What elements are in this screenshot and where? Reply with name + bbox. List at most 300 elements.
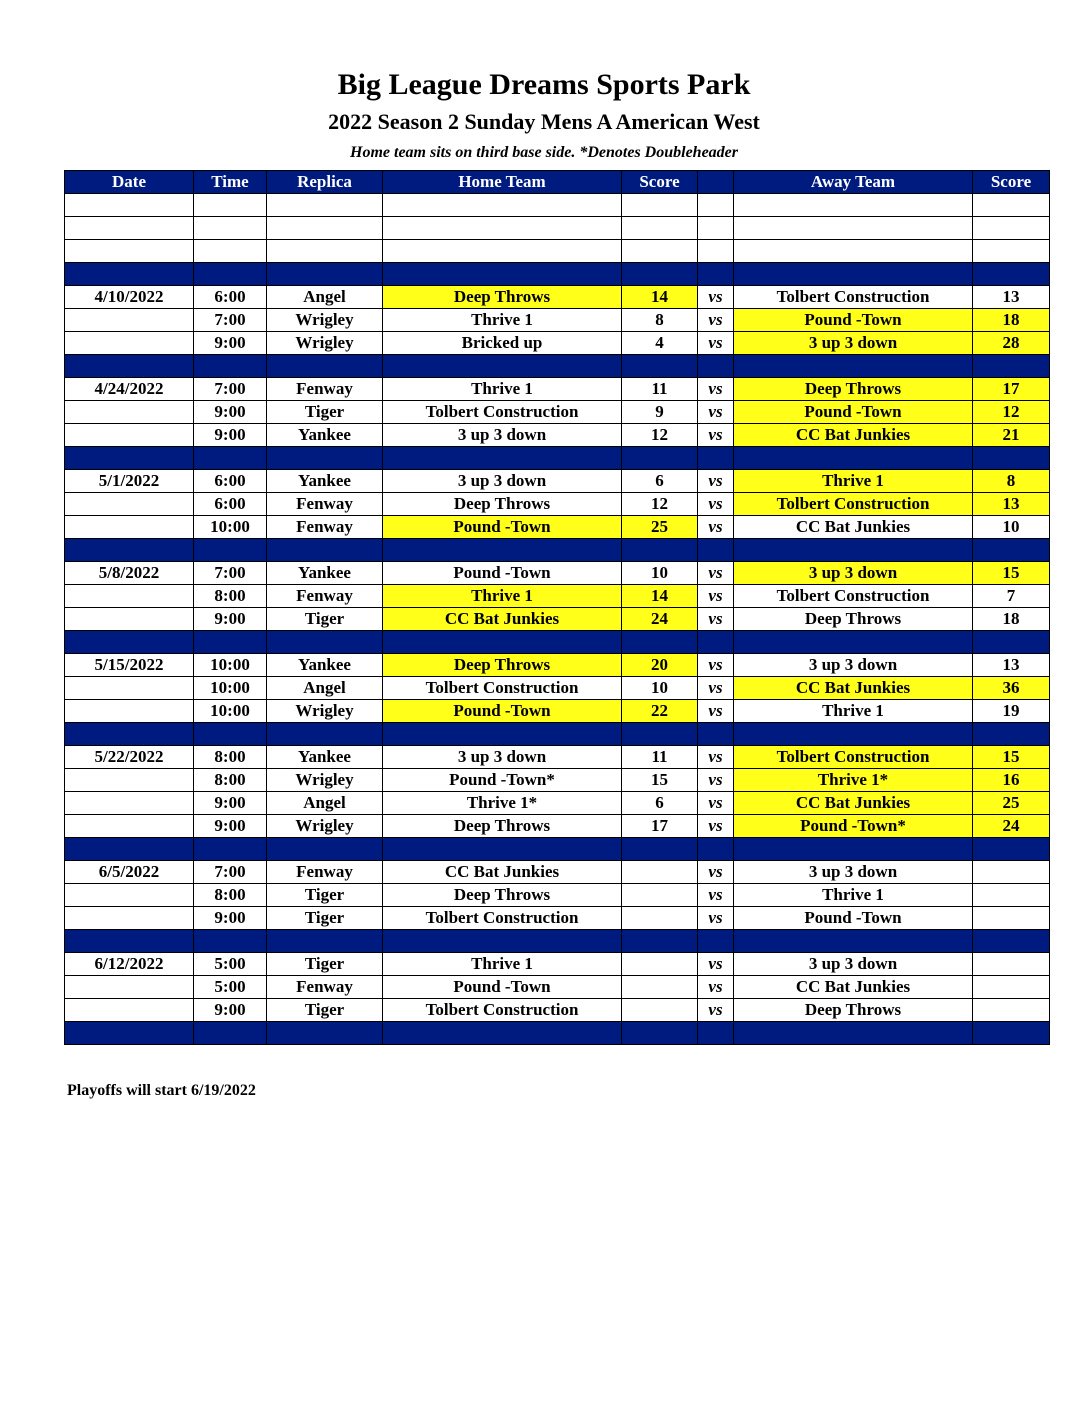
home-score: 12: [622, 424, 698, 447]
game-row: [65, 792, 1050, 815]
separator-cell: [194, 539, 267, 562]
separator-cell: [383, 1022, 622, 1045]
game-date: [65, 401, 194, 424]
game-replica: Wrigley: [267, 700, 383, 723]
game-row: [65, 562, 1050, 585]
schedule-body: [65, 194, 1050, 1045]
separator-cell: [383, 447, 622, 470]
separator-cell: [383, 930, 622, 953]
separator-cell: [973, 1022, 1050, 1045]
game-row: [65, 378, 1050, 401]
separator-cell: [622, 631, 698, 654]
blank-cell: [267, 217, 383, 240]
away-team: CC Bat Junkies: [734, 792, 973, 815]
away-team: Pound -Town: [734, 309, 973, 332]
blank-cell: [698, 194, 734, 217]
away-team: CC Bat Junkies: [734, 424, 973, 447]
game-row: [65, 976, 1050, 999]
home-team: Thrive 1: [383, 378, 622, 401]
home-team: Thrive 1: [383, 585, 622, 608]
game-row: [65, 585, 1050, 608]
separator-cell: [622, 263, 698, 286]
game-time: 5:00: [194, 953, 267, 976]
game-row: [65, 953, 1050, 976]
vs-label: vs: [698, 861, 734, 884]
col-vs-header: [698, 171, 734, 194]
blank-cell: [973, 194, 1050, 217]
home-score: [622, 861, 698, 884]
separator-cell: [622, 723, 698, 746]
separator-row: [65, 1022, 1050, 1045]
game-time: 8:00: [194, 746, 267, 769]
separator-cell: [973, 263, 1050, 286]
game-replica: Fenway: [267, 378, 383, 401]
vs-label: vs: [698, 585, 734, 608]
game-date: [65, 792, 194, 815]
separator-cell: [383, 631, 622, 654]
game-date: 5/15/2022: [65, 654, 194, 677]
vs-label: vs: [698, 700, 734, 723]
separator-cell: [267, 355, 383, 378]
away-score: 8: [973, 470, 1050, 493]
separator-cell: [973, 838, 1050, 861]
separator-row: [65, 355, 1050, 378]
game-time: 9:00: [194, 999, 267, 1022]
away-team: 3 up 3 down: [734, 332, 973, 355]
separator-cell: [65, 631, 194, 654]
game-time: 9:00: [194, 424, 267, 447]
game-date: [65, 677, 194, 700]
away-score: 12: [973, 401, 1050, 424]
away-team: Deep Throws: [734, 999, 973, 1022]
home-team: 3 up 3 down: [383, 424, 622, 447]
blank-row: [65, 240, 1050, 263]
game-replica: Tiger: [267, 401, 383, 424]
separator-cell: [734, 631, 973, 654]
away-team: Thrive 1: [734, 884, 973, 907]
game-time: 9:00: [194, 907, 267, 930]
separator-cell: [698, 838, 734, 861]
separator-cell: [267, 930, 383, 953]
game-time: 6:00: [194, 286, 267, 309]
away-team: Pound -Town*: [734, 815, 973, 838]
separator-cell: [65, 447, 194, 470]
separator-cell: [383, 539, 622, 562]
game-date: [65, 493, 194, 516]
blank-cell: [383, 240, 622, 263]
separator-cell: [383, 838, 622, 861]
vs-label: vs: [698, 884, 734, 907]
game-date: 4/24/2022: [65, 378, 194, 401]
away-score: 13: [973, 286, 1050, 309]
separator-cell: [383, 723, 622, 746]
home-score: [622, 999, 698, 1022]
col-date-header: Date: [65, 171, 194, 194]
game-date: [65, 424, 194, 447]
separator-cell: [267, 263, 383, 286]
away-score: 13: [973, 654, 1050, 677]
game-time: 9:00: [194, 815, 267, 838]
page-subtitle: 2022 Season 2 Sunday Mens A American West: [328, 109, 760, 134]
game-replica: Wrigley: [267, 309, 383, 332]
game-replica: Angel: [267, 792, 383, 815]
vs-label: vs: [698, 677, 734, 700]
home-score: 4: [622, 332, 698, 355]
game-row: [65, 309, 1050, 332]
blank-cell: [734, 240, 973, 263]
separator-cell: [622, 930, 698, 953]
separator-cell: [698, 355, 734, 378]
blank-cell: [65, 217, 194, 240]
vs-label: vs: [698, 309, 734, 332]
home-team: 3 up 3 down: [383, 470, 622, 493]
away-score: [973, 861, 1050, 884]
home-team: Deep Throws: [383, 654, 622, 677]
game-row: [65, 700, 1050, 723]
home-score: 14: [622, 286, 698, 309]
vs-label: vs: [698, 907, 734, 930]
away-team: Tolbert Construction: [734, 585, 973, 608]
playoffs-note: Playoffs will start 6/19/2022: [67, 1082, 256, 1099]
separator-cell: [194, 723, 267, 746]
separator-cell: [698, 539, 734, 562]
game-row: [65, 999, 1050, 1022]
game-replica: Tiger: [267, 999, 383, 1022]
away-score: [973, 953, 1050, 976]
vs-label: vs: [698, 953, 734, 976]
away-score: 10: [973, 516, 1050, 539]
game-row: [65, 424, 1050, 447]
separator-cell: [194, 838, 267, 861]
separator-cell: [973, 631, 1050, 654]
vs-label: vs: [698, 608, 734, 631]
game-date: [65, 608, 194, 631]
away-score: 25: [973, 792, 1050, 815]
col-away-team-header: Away Team: [734, 171, 973, 194]
separator-cell: [194, 1022, 267, 1045]
separator-cell: [267, 631, 383, 654]
game-time: 6:00: [194, 470, 267, 493]
game-row: [65, 516, 1050, 539]
away-score: 16: [973, 769, 1050, 792]
away-team: Tolbert Construction: [734, 746, 973, 769]
game-row: [65, 608, 1050, 631]
away-team: Thrive 1: [734, 700, 973, 723]
game-row: [65, 861, 1050, 884]
separator-cell: [267, 838, 383, 861]
home-score: 12: [622, 493, 698, 516]
game-time: 6:00: [194, 493, 267, 516]
home-team: Deep Throws: [383, 815, 622, 838]
home-score: 24: [622, 608, 698, 631]
schedule-note: Home team sits on third base side. *Denotes Doubleheader: [350, 144, 738, 161]
blank-row: [65, 217, 1050, 240]
away-score: [973, 884, 1050, 907]
blank-cell: [622, 194, 698, 217]
separator-row: [65, 539, 1050, 562]
separator-cell: [734, 723, 973, 746]
game-date: [65, 700, 194, 723]
game-date: [65, 309, 194, 332]
separator-cell: [622, 539, 698, 562]
game-time: 10:00: [194, 700, 267, 723]
home-team: 3 up 3 down: [383, 746, 622, 769]
away-score: [973, 907, 1050, 930]
game-replica: Tiger: [267, 953, 383, 976]
game-date: 5/22/2022: [65, 746, 194, 769]
game-date: 6/12/2022: [65, 953, 194, 976]
separator-cell: [267, 539, 383, 562]
separator-cell: [698, 930, 734, 953]
separator-cell: [973, 930, 1050, 953]
home-team: Thrive 1: [383, 953, 622, 976]
game-row: [65, 769, 1050, 792]
game-replica: Yankee: [267, 470, 383, 493]
away-score: 18: [973, 608, 1050, 631]
game-time: 8:00: [194, 884, 267, 907]
page-title: Big League Dreams Sports Park: [337, 68, 751, 101]
away-team: 3 up 3 down: [734, 953, 973, 976]
game-date: [65, 999, 194, 1022]
separator-cell: [194, 631, 267, 654]
game-time: 7:00: [194, 562, 267, 585]
vs-label: vs: [698, 654, 734, 677]
away-team: Tolbert Construction: [734, 493, 973, 516]
away-team: Deep Throws: [734, 608, 973, 631]
separator-cell: [734, 1022, 973, 1045]
game-replica: Tiger: [267, 608, 383, 631]
game-replica: Wrigley: [267, 332, 383, 355]
game-replica: Yankee: [267, 562, 383, 585]
away-score: 19: [973, 700, 1050, 723]
separator-cell: [734, 539, 973, 562]
separator-cell: [973, 447, 1050, 470]
separator-cell: [734, 838, 973, 861]
separator-cell: [698, 447, 734, 470]
game-time: 10:00: [194, 654, 267, 677]
home-team: Pound -Town: [383, 562, 622, 585]
blank-cell: [65, 194, 194, 217]
away-team: CC Bat Junkies: [734, 976, 973, 999]
separator-cell: [973, 723, 1050, 746]
game-replica: Tiger: [267, 907, 383, 930]
game-date: [65, 884, 194, 907]
home-score: 6: [622, 792, 698, 815]
blank-cell: [734, 217, 973, 240]
blank-cell: [734, 194, 973, 217]
home-score: 10: [622, 562, 698, 585]
vs-label: vs: [698, 424, 734, 447]
game-time: 7:00: [194, 378, 267, 401]
header-row: [65, 171, 1050, 194]
home-score: [622, 884, 698, 907]
game-row: [65, 677, 1050, 700]
blank-cell: [267, 240, 383, 263]
game-replica: Yankee: [267, 424, 383, 447]
separator-cell: [698, 263, 734, 286]
away-team: 3 up 3 down: [734, 861, 973, 884]
game-row: [65, 654, 1050, 677]
home-team: Thrive 1: [383, 309, 622, 332]
home-score: 25: [622, 516, 698, 539]
game-replica: Fenway: [267, 976, 383, 999]
blank-cell: [194, 240, 267, 263]
home-team: Thrive 1*: [383, 792, 622, 815]
col-home-team-header: Home Team: [383, 171, 622, 194]
separator-cell: [65, 1022, 194, 1045]
home-score: 22: [622, 700, 698, 723]
game-time: 10:00: [194, 677, 267, 700]
separator-row: [65, 930, 1050, 953]
vs-label: vs: [698, 401, 734, 424]
game-time: 8:00: [194, 585, 267, 608]
game-time: 9:00: [194, 792, 267, 815]
separator-cell: [194, 447, 267, 470]
separator-cell: [973, 539, 1050, 562]
separator-cell: [267, 447, 383, 470]
game-replica: Fenway: [267, 493, 383, 516]
separator-cell: [194, 355, 267, 378]
game-row: [65, 493, 1050, 516]
blank-cell: [65, 240, 194, 263]
home-score: 15: [622, 769, 698, 792]
game-time: 7:00: [194, 861, 267, 884]
separator-cell: [267, 723, 383, 746]
game-replica: Fenway: [267, 585, 383, 608]
home-team: Pound -Town: [383, 700, 622, 723]
home-score: 10: [622, 677, 698, 700]
home-score: [622, 953, 698, 976]
game-replica: Fenway: [267, 516, 383, 539]
separator-cell: [65, 263, 194, 286]
game-date: 5/1/2022: [65, 470, 194, 493]
separator-cell: [65, 355, 194, 378]
away-team: Tolbert Construction: [734, 286, 973, 309]
home-team: Deep Throws: [383, 493, 622, 516]
game-date: [65, 815, 194, 838]
home-score: 11: [622, 746, 698, 769]
game-date: 6/5/2022: [65, 861, 194, 884]
separator-cell: [383, 355, 622, 378]
away-team: 3 up 3 down: [734, 562, 973, 585]
col-home-score-header: Score: [622, 171, 698, 194]
blank-cell: [973, 217, 1050, 240]
vs-label: vs: [698, 378, 734, 401]
separator-cell: [698, 1022, 734, 1045]
separator-row: [65, 447, 1050, 470]
blank-cell: [194, 217, 267, 240]
away-score: 21: [973, 424, 1050, 447]
away-team: 3 up 3 down: [734, 654, 973, 677]
separator-cell: [622, 355, 698, 378]
game-time: 8:00: [194, 769, 267, 792]
vs-label: vs: [698, 999, 734, 1022]
game-replica: Yankee: [267, 746, 383, 769]
blank-cell: [194, 194, 267, 217]
game-date: [65, 585, 194, 608]
col-away-score-header: Score: [973, 171, 1050, 194]
game-row: [65, 470, 1050, 493]
blank-cell: [267, 194, 383, 217]
away-team: Deep Throws: [734, 378, 973, 401]
separator-cell: [622, 447, 698, 470]
separator-cell: [65, 539, 194, 562]
game-date: [65, 976, 194, 999]
game-replica: Yankee: [267, 654, 383, 677]
vs-label: vs: [698, 746, 734, 769]
blank-cell: [383, 217, 622, 240]
blank-cell: [622, 240, 698, 263]
home-score: 8: [622, 309, 698, 332]
separator-cell: [698, 723, 734, 746]
separator-row: [65, 263, 1050, 286]
separator-cell: [65, 930, 194, 953]
col-replica-header: Replica: [267, 171, 383, 194]
home-score: 11: [622, 378, 698, 401]
home-score: 14: [622, 585, 698, 608]
separator-cell: [698, 631, 734, 654]
game-time: 9:00: [194, 608, 267, 631]
separator-cell: [622, 838, 698, 861]
away-team: CC Bat Junkies: [734, 516, 973, 539]
blank-cell: [973, 240, 1050, 263]
separator-cell: [973, 355, 1050, 378]
game-time: 7:00: [194, 309, 267, 332]
game-row: [65, 815, 1050, 838]
away-score: 15: [973, 746, 1050, 769]
game-replica: Fenway: [267, 861, 383, 884]
away-score: 15: [973, 562, 1050, 585]
separator-cell: [734, 447, 973, 470]
home-team: CC Bat Junkies: [383, 861, 622, 884]
home-team: Deep Throws: [383, 286, 622, 309]
away-team: Thrive 1*: [734, 769, 973, 792]
game-time: 9:00: [194, 332, 267, 355]
game-time: 9:00: [194, 401, 267, 424]
home-team: Tolbert Construction: [383, 907, 622, 930]
home-team: Pound -Town: [383, 516, 622, 539]
separator-cell: [194, 263, 267, 286]
home-team: Tolbert Construction: [383, 677, 622, 700]
vs-label: vs: [698, 976, 734, 999]
blank-cell: [622, 217, 698, 240]
game-date: [65, 769, 194, 792]
away-team: Pound -Town: [734, 907, 973, 930]
blank-row: [65, 194, 1050, 217]
away-score: 28: [973, 332, 1050, 355]
separator-cell: [622, 1022, 698, 1045]
game-row: [65, 884, 1050, 907]
home-team: Pound -Town*: [383, 769, 622, 792]
away-score: 18: [973, 309, 1050, 332]
schedule-table: [64, 170, 1050, 1045]
home-score: 17: [622, 815, 698, 838]
away-score: 7: [973, 585, 1050, 608]
away-score: 36: [973, 677, 1050, 700]
away-team: Pound -Town: [734, 401, 973, 424]
game-replica: Wrigley: [267, 815, 383, 838]
game-row: [65, 286, 1050, 309]
away-score: 17: [973, 378, 1050, 401]
game-date: 4/10/2022: [65, 286, 194, 309]
game-row: [65, 401, 1050, 424]
away-team: Thrive 1: [734, 470, 973, 493]
home-score: 9: [622, 401, 698, 424]
away-score: 13: [973, 493, 1050, 516]
game-replica: Wrigley: [267, 769, 383, 792]
away-score: [973, 976, 1050, 999]
game-date: [65, 332, 194, 355]
